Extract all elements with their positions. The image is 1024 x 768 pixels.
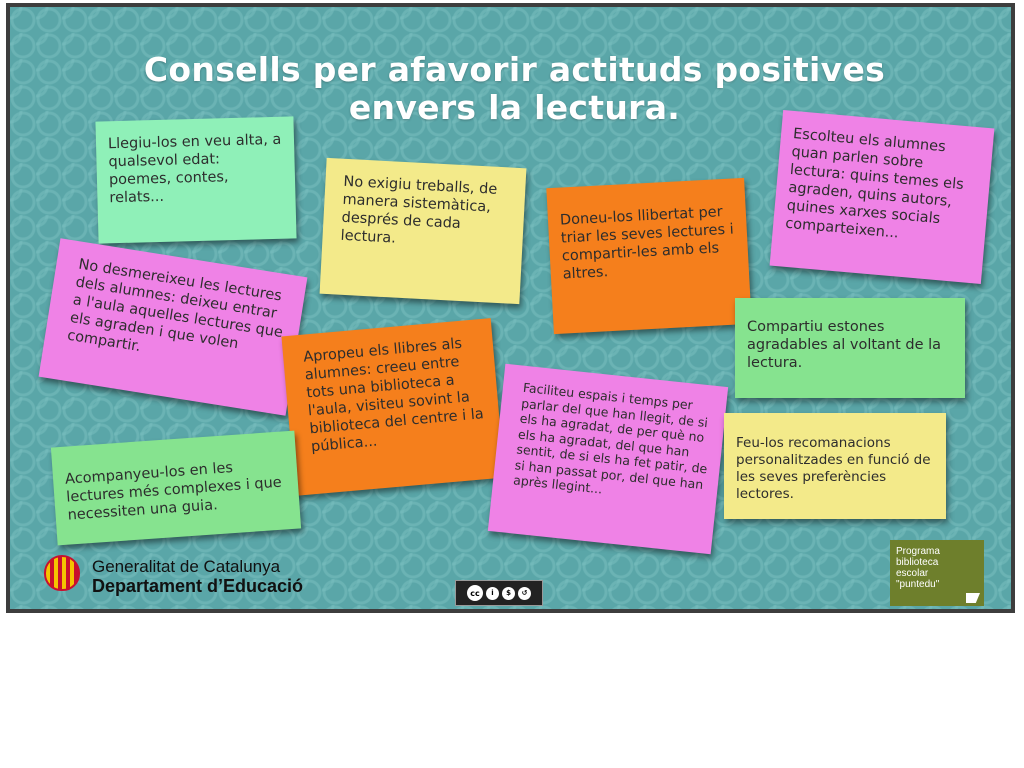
puntedu-line-2: biblioteca — [896, 557, 939, 568]
note-no-exigiu — [320, 158, 527, 304]
note-apropeu — [281, 318, 504, 496]
by-icon: i — [486, 587, 499, 600]
puntedu-logo-icon — [966, 593, 980, 603]
note-no-exigiu-text: No exigiu treballs, de manera sistemàtica, després de cada lectura. — [340, 173, 498, 247]
note-feu-los — [724, 413, 946, 519]
note-escolteu-text: Escolteu els alumnes quan parlen sobre lectura: quins temes els agraden, quins autors, quines xarxes socials comparteixen... — [784, 126, 965, 242]
creative-commons-icon — [455, 580, 543, 606]
note-acompanyeu-text: Acompanyeu-los en les lectures més complexes i que necessiten una guia. — [64, 460, 283, 524]
note-escolteu — [770, 110, 995, 284]
cc-circle-icon: cc — [467, 585, 483, 601]
puntedu-line-4: "puntedu" — [896, 579, 940, 590]
note-faciliteu-text: Faciliteu espais i temps per parlar del que han llegit, de si els ha agradat, de per què no els ha agradat, del que han sentit, de si els ha fet patir, de si han passat por, del que han après llegint... — [512, 379, 709, 497]
slide — [6, 3, 1015, 613]
note-compartiu-text: Compartiu estones agradables al voltant de la lectura. — [747, 319, 942, 371]
title-line-2: envers la lectura. — [348, 88, 681, 127]
generalitat-text — [92, 558, 303, 597]
puntedu-logo — [890, 540, 984, 606]
generalitat-name: Generalitat de Catalunya — [92, 557, 281, 576]
sa-icon: ↺ — [518, 587, 531, 600]
note-llegiu — [95, 116, 296, 243]
puntedu-line-1: Programa — [896, 546, 940, 557]
note-apropeu-text: Apropeu els llibres als alumnes: creeu entre tots una biblioteca a l'aula, visiteu sovint la biblioteca del centre i la pública... — [302, 335, 485, 456]
note-faciliteu — [488, 364, 728, 554]
note-acompanyeu — [51, 431, 301, 546]
note-llegiu-text: Llegiu-los en veu alta, a qualsevol edat: poemes, contes, relats... — [107, 131, 282, 207]
department-name: Departament d’Educació — [92, 576, 304, 596]
nc-icon: $ — [502, 587, 515, 600]
title-line-1: Consells per afavorir actituds positives — [143, 50, 886, 89]
generalitat-logo-icon — [44, 555, 80, 591]
puntedu-line-3: escolar — [896, 568, 929, 579]
note-no-desmereixeu — [39, 238, 308, 415]
note-feu-los-text: Feu-los recomanacions personalitzades en funció de les seves preferències lectores. — [736, 435, 931, 502]
page-title — [10, 51, 1019, 127]
note-compartiu — [735, 298, 965, 398]
note-doneu — [546, 178, 751, 334]
note-doneu-text: Doneu-los llibertat per triar les seves lectures i compartir-les amb els altres. — [559, 204, 735, 283]
note-no-desmereixeu-text: No desmereixeu les lectures dels alumnes: deixeu entrar a l'aula aquelles lectures que els agraden i que volen compartir. — [66, 256, 284, 356]
